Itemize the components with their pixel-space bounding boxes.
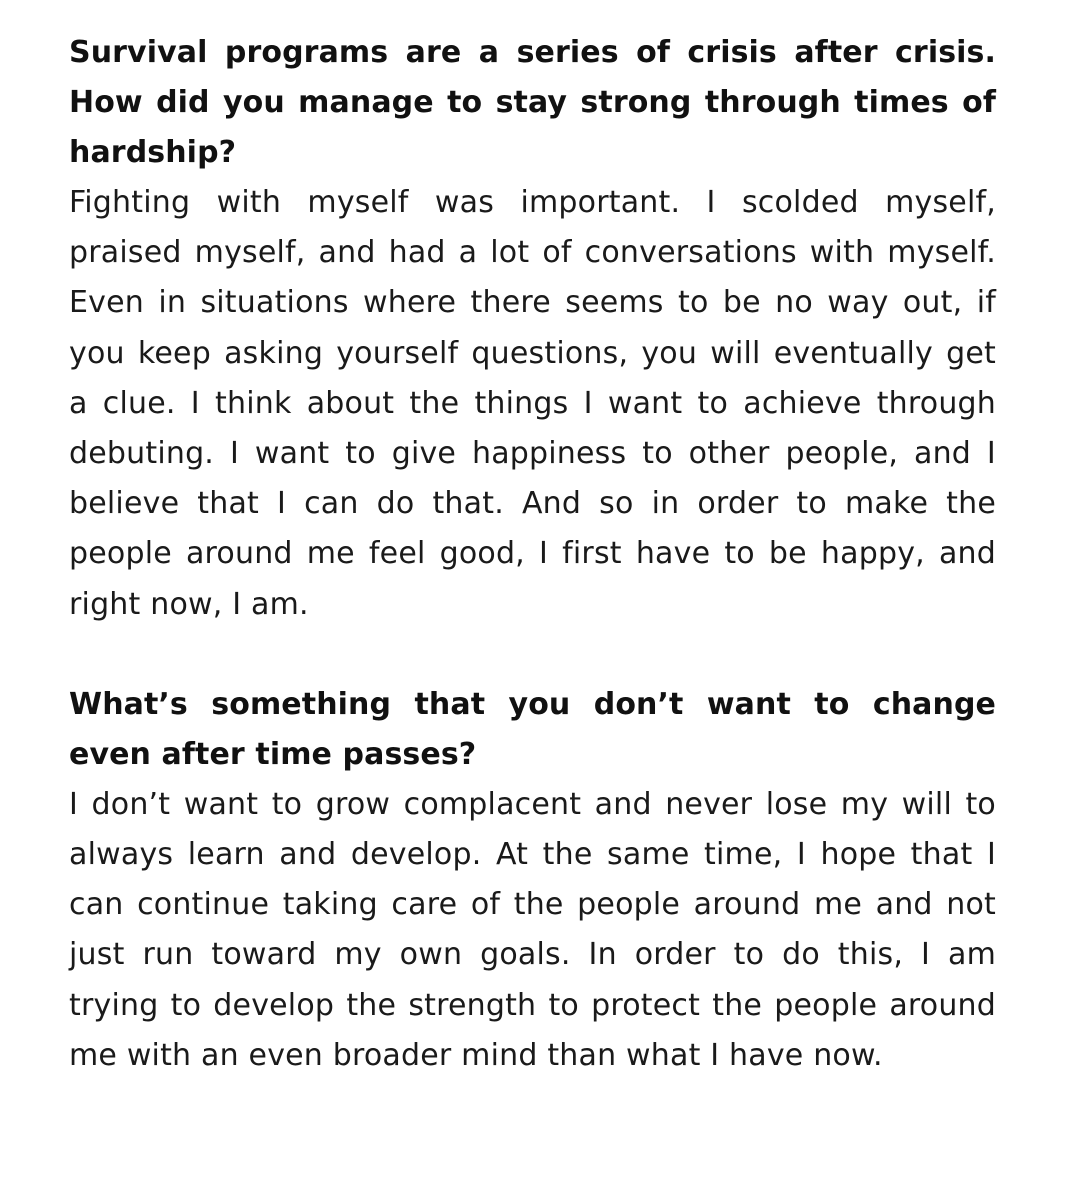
qa-block-hardship	[69, 28, 996, 630]
answer-text: I don’t want to grow complacent and never lose my will to always learn and develop. At the same time, I hope that I can continue taking care of the people around me and not just run toward my own goals. In order to do this, I am trying to develop the strength to protect the people around me with an even broader mind than what I have now.	[69, 786, 996, 1073]
answer-text: Fighting with myself was important. I scolded myself, praised myself, and had a lot of conversations with myself. Even in situations where there seems to be no way out, if you keep asking yourself questions, you will eventually get a clue. I think about the things I want to achieve through debuting. I want to give happiness to other people, and I believe that I can do that. And so in order to make the people around me feel good, I first have to be happy, and right now, I am.	[69, 185, 996, 622]
question-text: Survival programs are a series of crisis after crisis. How did you manage to stay strong through times of hardship?	[69, 35, 996, 170]
interview-article	[69, 28, 996, 1081]
question-text: What’s something that you don’t want to change even after time passes?	[69, 686, 996, 772]
qa-block-unchanging	[69, 680, 996, 1081]
